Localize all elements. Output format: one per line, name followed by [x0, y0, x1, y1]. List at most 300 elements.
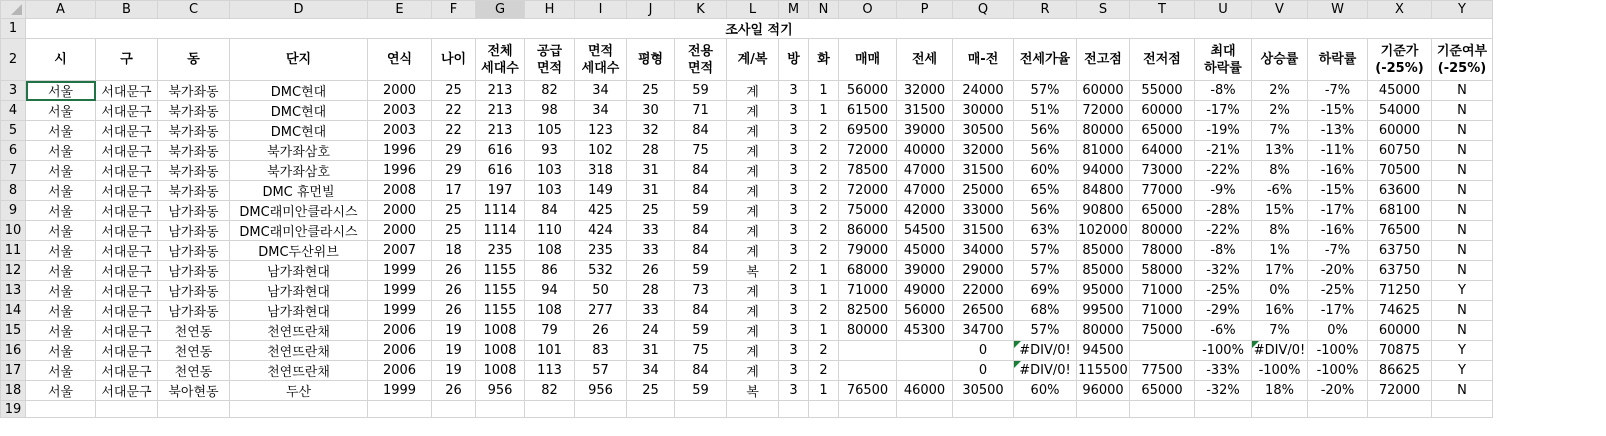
cell-f6[interactable]: 29: [432, 141, 476, 161]
cell-k4[interactable]: 71: [675, 101, 727, 121]
cell-c4[interactable]: 북가좌동: [158, 101, 230, 121]
cell-g13[interactable]: 1155: [476, 281, 525, 301]
cell-c16[interactable]: 천연동: [158, 341, 230, 361]
row-header-15[interactable]: 15: [1, 321, 26, 341]
cell-h9[interactable]: 84: [525, 201, 575, 221]
cell-o17[interactable]: [839, 361, 897, 381]
cell-s10[interactable]: 102000: [1077, 221, 1130, 241]
cell-q6[interactable]: 32000: [953, 141, 1014, 161]
cell-v19[interactable]: [1252, 401, 1308, 418]
cell-s9[interactable]: 90800: [1077, 201, 1130, 221]
cell-j19[interactable]: [627, 401, 675, 418]
cell-c9[interactable]: 남가좌동: [158, 201, 230, 221]
cell-o15[interactable]: 80000: [839, 321, 897, 341]
cell-q10[interactable]: 31500: [953, 221, 1014, 241]
cell-v10[interactable]: 8%: [1252, 221, 1308, 241]
cell-d19[interactable]: [230, 401, 368, 418]
cell-c7[interactable]: 북가좌동: [158, 161, 230, 181]
cell-s6[interactable]: 81000: [1077, 141, 1130, 161]
cell-h12[interactable]: 86: [525, 261, 575, 281]
cell-f5[interactable]: 22: [432, 121, 476, 141]
cell-r8[interactable]: 65%: [1014, 181, 1077, 201]
cell-x6[interactable]: 60750: [1368, 141, 1432, 161]
column-header-y[interactable]: Y: [1432, 1, 1493, 19]
cell-b17[interactable]: 서대문구: [96, 361, 158, 381]
cell-a4[interactable]: 서울: [26, 101, 96, 121]
cell-i12[interactable]: 532: [575, 261, 627, 281]
cell-b4[interactable]: 서대문구: [96, 101, 158, 121]
cell-n17[interactable]: 2: [809, 361, 839, 381]
column-header-q[interactable]: Q: [953, 1, 1014, 19]
cell-a17[interactable]: 서울: [26, 361, 96, 381]
cell-j18[interactable]: 25: [627, 381, 675, 401]
cell-u9[interactable]: -28%: [1195, 201, 1252, 221]
header-q[interactable]: [953, 39, 1014, 81]
cell-l15[interactable]: 계: [727, 321, 779, 341]
cell-p7[interactable]: 47000: [897, 161, 953, 181]
cell-k7[interactable]: 84: [675, 161, 727, 181]
cell-h6[interactable]: 93: [525, 141, 575, 161]
cell-r4[interactable]: 51%: [1014, 101, 1077, 121]
cell-r16[interactable]: #DIV/0!: [1014, 341, 1077, 361]
cell-i9[interactable]: 425: [575, 201, 627, 221]
cell-i4[interactable]: 34: [575, 101, 627, 121]
cell-q15[interactable]: 34700: [953, 321, 1014, 341]
cell-r10[interactable]: 63%: [1014, 221, 1077, 241]
cell-s19[interactable]: [1077, 401, 1130, 418]
header-j[interactable]: [627, 39, 675, 81]
row-header-2[interactable]: 2: [1, 39, 26, 81]
cell-k6[interactable]: 75: [675, 141, 727, 161]
cell-u11[interactable]: -8%: [1195, 241, 1252, 261]
cell-i8[interactable]: 149: [575, 181, 627, 201]
cell-y16[interactable]: Y: [1432, 341, 1493, 361]
cell-g19[interactable]: [476, 401, 525, 418]
cell-h16[interactable]: 101: [525, 341, 575, 361]
cell-n6[interactable]: 2: [809, 141, 839, 161]
cell-g9[interactable]: 1114: [476, 201, 525, 221]
column-header-o[interactable]: O: [839, 1, 897, 19]
cell-i11[interactable]: 235: [575, 241, 627, 261]
cell-s4[interactable]: 72000: [1077, 101, 1130, 121]
cell-o13[interactable]: 71000: [839, 281, 897, 301]
header-w[interactable]: [1308, 39, 1368, 81]
cell-c6[interactable]: 북가좌동: [158, 141, 230, 161]
cell-p14[interactable]: 56000: [897, 301, 953, 321]
cell-u7[interactable]: -22%: [1195, 161, 1252, 181]
cell-v11[interactable]: 1%: [1252, 241, 1308, 261]
cell-t6[interactable]: 64000: [1130, 141, 1195, 161]
cell-b19[interactable]: [96, 401, 158, 418]
cell-u12[interactable]: -32%: [1195, 261, 1252, 281]
cell-e19[interactable]: [368, 401, 432, 418]
cell-h3[interactable]: 82: [525, 81, 575, 101]
cell-l7[interactable]: 계: [727, 161, 779, 181]
cell-t14[interactable]: 71000: [1130, 301, 1195, 321]
cell-w6[interactable]: -11%: [1308, 141, 1368, 161]
cell-y3[interactable]: N: [1432, 81, 1493, 101]
cell-a9[interactable]: 서울: [26, 201, 96, 221]
cell-x11[interactable]: 63750: [1368, 241, 1432, 261]
column-header-i[interactable]: I: [575, 1, 627, 19]
cell-s14[interactable]: 99500: [1077, 301, 1130, 321]
header-e[interactable]: [368, 39, 432, 81]
cell-g17[interactable]: 1008: [476, 361, 525, 381]
cell-b16[interactable]: 서대문구: [96, 341, 158, 361]
cell-s7[interactable]: 94000: [1077, 161, 1130, 181]
cell-k8[interactable]: 84: [675, 181, 727, 201]
cell-f16[interactable]: 19: [432, 341, 476, 361]
row-header-3[interactable]: 3: [1, 81, 26, 101]
cell-l4[interactable]: 계: [727, 101, 779, 121]
row-header-18[interactable]: 18: [1, 381, 26, 401]
cell-o16[interactable]: [839, 341, 897, 361]
cell-x14[interactable]: 74625: [1368, 301, 1432, 321]
cell-r9[interactable]: 56%: [1014, 201, 1077, 221]
cell-f13[interactable]: 26: [432, 281, 476, 301]
cell-e13[interactable]: 1999: [368, 281, 432, 301]
cell-b5[interactable]: 서대문구: [96, 121, 158, 141]
cell-r19[interactable]: [1014, 401, 1077, 418]
column-header-x[interactable]: X: [1368, 1, 1432, 19]
cell-d14[interactable]: 남가좌현대: [230, 301, 368, 321]
header-b[interactable]: [96, 39, 158, 81]
cell-d3[interactable]: DMC현대: [230, 81, 368, 101]
cell-p9[interactable]: 42000: [897, 201, 953, 221]
cell-p6[interactable]: 40000: [897, 141, 953, 161]
cell-p15[interactable]: 45300: [897, 321, 953, 341]
cell-g10[interactable]: 1114: [476, 221, 525, 241]
cell-h14[interactable]: 108: [525, 301, 575, 321]
cell-u3[interactable]: -8%: [1195, 81, 1252, 101]
cell-n10[interactable]: 2: [809, 221, 839, 241]
cell-h15[interactable]: 79: [525, 321, 575, 341]
cell-d9[interactable]: DMC래미안클라시스: [230, 201, 368, 221]
column-header-g[interactable]: G: [476, 1, 525, 19]
header-v[interactable]: [1252, 39, 1308, 81]
cell-y12[interactable]: N: [1432, 261, 1493, 281]
column-header-w[interactable]: W: [1308, 1, 1368, 19]
column-header-l[interactable]: L: [727, 1, 779, 19]
cell-s13[interactable]: 95000: [1077, 281, 1130, 301]
cell-i15[interactable]: 26: [575, 321, 627, 341]
cell-g15[interactable]: 1008: [476, 321, 525, 341]
cell-n8[interactable]: 2: [809, 181, 839, 201]
cell-e5[interactable]: 2003: [368, 121, 432, 141]
cell-c18[interactable]: 북아현동: [158, 381, 230, 401]
cell-y4[interactable]: N: [1432, 101, 1493, 121]
cell-a6[interactable]: 서울: [26, 141, 96, 161]
header-s[interactable]: [1077, 39, 1130, 81]
header-i[interactable]: [575, 39, 627, 81]
cell-j3[interactable]: 25: [627, 81, 675, 101]
cell-q8[interactable]: 25000: [953, 181, 1014, 201]
cell-m3[interactable]: 3: [779, 81, 809, 101]
cell-q7[interactable]: 31500: [953, 161, 1014, 181]
cell-w9[interactable]: -17%: [1308, 201, 1368, 221]
cell-w13[interactable]: -25%: [1308, 281, 1368, 301]
cell-k19[interactable]: [675, 401, 727, 418]
cell-h18[interactable]: 82: [525, 381, 575, 401]
cell-d8[interactable]: DMC 휴먼빌: [230, 181, 368, 201]
cell-m8[interactable]: 3: [779, 181, 809, 201]
cell-n15[interactable]: 1: [809, 321, 839, 341]
cell-j12[interactable]: 26: [627, 261, 675, 281]
cell-n19[interactable]: [809, 401, 839, 418]
row-header-5[interactable]: 5: [1, 121, 26, 141]
cell-a3[interactable]: 서울: [26, 81, 96, 101]
cell-q17[interactable]: 0: [953, 361, 1014, 381]
header-c[interactable]: [158, 39, 230, 81]
cell-l11[interactable]: 계: [727, 241, 779, 261]
cell-j17[interactable]: 34: [627, 361, 675, 381]
cell-y11[interactable]: N: [1432, 241, 1493, 261]
column-header-d[interactable]: D: [230, 1, 368, 19]
cell-r7[interactable]: 60%: [1014, 161, 1077, 181]
cell-a15[interactable]: 서울: [26, 321, 96, 341]
cell-v15[interactable]: 7%: [1252, 321, 1308, 341]
header-f[interactable]: [432, 39, 476, 81]
cell-o5[interactable]: 69500: [839, 121, 897, 141]
cell-m17[interactable]: 3: [779, 361, 809, 381]
cell-q13[interactable]: 22000: [953, 281, 1014, 301]
cell-s3[interactable]: 60000: [1077, 81, 1130, 101]
cell-i3[interactable]: 34: [575, 81, 627, 101]
column-header-u[interactable]: U: [1195, 1, 1252, 19]
cell-f19[interactable]: [432, 401, 476, 418]
row-header-16[interactable]: 16: [1, 341, 26, 361]
cell-j7[interactable]: 31: [627, 161, 675, 181]
cell-m6[interactable]: 3: [779, 141, 809, 161]
cell-d16[interactable]: 천연뜨란채: [230, 341, 368, 361]
cell-c19[interactable]: [158, 401, 230, 418]
cell-w14[interactable]: -17%: [1308, 301, 1368, 321]
cell-e8[interactable]: 2008: [368, 181, 432, 201]
cell-w7[interactable]: -16%: [1308, 161, 1368, 181]
cell-c15[interactable]: 천연동: [158, 321, 230, 341]
cell-j6[interactable]: 28: [627, 141, 675, 161]
cell-v9[interactable]: 15%: [1252, 201, 1308, 221]
cell-t8[interactable]: 77000: [1130, 181, 1195, 201]
cell-a13[interactable]: 서울: [26, 281, 96, 301]
cell-i16[interactable]: 83: [575, 341, 627, 361]
cell-g16[interactable]: 1008: [476, 341, 525, 361]
column-header-e[interactable]: E: [368, 1, 432, 19]
row-header-6[interactable]: 6: [1, 141, 26, 161]
cell-b3[interactable]: 서대문구: [96, 81, 158, 101]
cell-a10[interactable]: 서울: [26, 221, 96, 241]
cell-e7[interactable]: 1996: [368, 161, 432, 181]
cell-q3[interactable]: 24000: [953, 81, 1014, 101]
cell-d5[interactable]: DMC현대: [230, 121, 368, 141]
cell-n7[interactable]: 2: [809, 161, 839, 181]
cell-g4[interactable]: 213: [476, 101, 525, 121]
cell-w15[interactable]: 0%: [1308, 321, 1368, 341]
cell-q11[interactable]: 34000: [953, 241, 1014, 261]
cell-o3[interactable]: 56000: [839, 81, 897, 101]
cell-k15[interactable]: 59: [675, 321, 727, 341]
header-g[interactable]: [476, 39, 525, 81]
cell-e11[interactable]: 2007: [368, 241, 432, 261]
header-r[interactable]: [1014, 39, 1077, 81]
cell-g14[interactable]: 1155: [476, 301, 525, 321]
cell-q14[interactable]: 26500: [953, 301, 1014, 321]
cell-i13[interactable]: 50: [575, 281, 627, 301]
cell-t5[interactable]: 65000: [1130, 121, 1195, 141]
cell-c5[interactable]: 북가좌동: [158, 121, 230, 141]
cell-k3[interactable]: 59: [675, 81, 727, 101]
cell-m4[interactable]: 3: [779, 101, 809, 121]
cell-r11[interactable]: 57%: [1014, 241, 1077, 261]
row-header-13[interactable]: 13: [1, 281, 26, 301]
cell-j16[interactable]: 31: [627, 341, 675, 361]
cell-t18[interactable]: 65000: [1130, 381, 1195, 401]
row-header-19[interactable]: 19: [1, 401, 26, 418]
cell-x13[interactable]: 71250: [1368, 281, 1432, 301]
cell-b9[interactable]: 서대문구: [96, 201, 158, 221]
cell-a14[interactable]: 서울: [26, 301, 96, 321]
cell-q9[interactable]: 33000: [953, 201, 1014, 221]
column-header-j[interactable]: J: [627, 1, 675, 19]
cell-m19[interactable]: [779, 401, 809, 418]
column-header-a[interactable]: A: [26, 1, 96, 19]
row-header-9[interactable]: 9: [1, 201, 26, 221]
cell-x15[interactable]: 60000: [1368, 321, 1432, 341]
cell-o6[interactable]: 72000: [839, 141, 897, 161]
cell-i6[interactable]: 102: [575, 141, 627, 161]
cell-u5[interactable]: -19%: [1195, 121, 1252, 141]
cell-g18[interactable]: 956: [476, 381, 525, 401]
header-n[interactable]: [809, 39, 839, 81]
cell-v3[interactable]: 2%: [1252, 81, 1308, 101]
cell-o8[interactable]: 72000: [839, 181, 897, 201]
cell-p12[interactable]: 39000: [897, 261, 953, 281]
cell-e12[interactable]: 1999: [368, 261, 432, 281]
cell-d18[interactable]: 두산: [230, 381, 368, 401]
cell-v4[interactable]: 2%: [1252, 101, 1308, 121]
column-header-r[interactable]: R: [1014, 1, 1077, 19]
cell-g7[interactable]: 616: [476, 161, 525, 181]
cell-v18[interactable]: 18%: [1252, 381, 1308, 401]
cell-m10[interactable]: 3: [779, 221, 809, 241]
cell-h7[interactable]: 103: [525, 161, 575, 181]
cell-f17[interactable]: 19: [432, 361, 476, 381]
cell-y5[interactable]: N: [1432, 121, 1493, 141]
row-header-11[interactable]: 11: [1, 241, 26, 261]
cell-j5[interactable]: 32: [627, 121, 675, 141]
cell-s11[interactable]: 85000: [1077, 241, 1130, 261]
cell-v7[interactable]: 8%: [1252, 161, 1308, 181]
cell-e18[interactable]: 1999: [368, 381, 432, 401]
cell-n11[interactable]: 2: [809, 241, 839, 261]
cell-u6[interactable]: -21%: [1195, 141, 1252, 161]
cell-k16[interactable]: 75: [675, 341, 727, 361]
cell-k14[interactable]: 84: [675, 301, 727, 321]
cell-t3[interactable]: 55000: [1130, 81, 1195, 101]
cell-f3[interactable]: 25: [432, 81, 476, 101]
cell-d15[interactable]: 천연뜨란채: [230, 321, 368, 341]
cell-b14[interactable]: 서대문구: [96, 301, 158, 321]
column-header-k[interactable]: K: [675, 1, 727, 19]
cell-n13[interactable]: 1: [809, 281, 839, 301]
cell-w18[interactable]: -20%: [1308, 381, 1368, 401]
cell-l16[interactable]: 계: [727, 341, 779, 361]
cell-m12[interactable]: 2: [779, 261, 809, 281]
cell-x18[interactable]: 72000: [1368, 381, 1432, 401]
cell-x5[interactable]: 60000: [1368, 121, 1432, 141]
cell-f7[interactable]: 29: [432, 161, 476, 181]
cell-c10[interactable]: 남가좌동: [158, 221, 230, 241]
cell-a7[interactable]: 서울: [26, 161, 96, 181]
cell-e6[interactable]: 1996: [368, 141, 432, 161]
cell-m11[interactable]: 3: [779, 241, 809, 261]
cell-f18[interactable]: 26: [432, 381, 476, 401]
cell-p3[interactable]: 32000: [897, 81, 953, 101]
column-header-m[interactable]: M: [779, 1, 809, 19]
cell-t11[interactable]: 78000: [1130, 241, 1195, 261]
cell-h11[interactable]: 108: [525, 241, 575, 261]
cell-a19[interactable]: [26, 401, 96, 418]
cell-q12[interactable]: 29000: [953, 261, 1014, 281]
cell-p8[interactable]: 47000: [897, 181, 953, 201]
cell-l6[interactable]: 계: [727, 141, 779, 161]
cell-a12[interactable]: 서울: [26, 261, 96, 281]
sheet-title-cell[interactable]: 조사일 적기: [26, 19, 1493, 39]
cell-f15[interactable]: 19: [432, 321, 476, 341]
cell-c8[interactable]: 북가좌동: [158, 181, 230, 201]
cell-k10[interactable]: 84: [675, 221, 727, 241]
cell-l17[interactable]: 계: [727, 361, 779, 381]
cell-j10[interactable]: 33: [627, 221, 675, 241]
cell-v13[interactable]: 0%: [1252, 281, 1308, 301]
cell-t4[interactable]: 60000: [1130, 101, 1195, 121]
cell-d12[interactable]: 남가좌현대: [230, 261, 368, 281]
cell-x16[interactable]: 70875: [1368, 341, 1432, 361]
cell-y8[interactable]: N: [1432, 181, 1493, 201]
cell-p10[interactable]: 54500: [897, 221, 953, 241]
row-header-4[interactable]: 4: [1, 101, 26, 121]
cell-y18[interactable]: N: [1432, 381, 1493, 401]
cell-r3[interactable]: 57%: [1014, 81, 1077, 101]
cell-n5[interactable]: 2: [809, 121, 839, 141]
cell-t19[interactable]: [1130, 401, 1195, 418]
cell-c11[interactable]: 남가좌동: [158, 241, 230, 261]
cell-s18[interactable]: 96000: [1077, 381, 1130, 401]
cell-p5[interactable]: 39000: [897, 121, 953, 141]
cell-k11[interactable]: 84: [675, 241, 727, 261]
cell-d13[interactable]: 남가좌현대: [230, 281, 368, 301]
cell-g3[interactable]: 213: [476, 81, 525, 101]
cell-f14[interactable]: 26: [432, 301, 476, 321]
cell-e3[interactable]: 2000: [368, 81, 432, 101]
cell-l3[interactable]: 계: [727, 81, 779, 101]
cell-l10[interactable]: 계: [727, 221, 779, 241]
cell-i10[interactable]: 424: [575, 221, 627, 241]
cell-w4[interactable]: -15%: [1308, 101, 1368, 121]
cell-v17[interactable]: -100%: [1252, 361, 1308, 381]
cell-b10[interactable]: 서대문구: [96, 221, 158, 241]
header-h[interactable]: [525, 39, 575, 81]
cell-o10[interactable]: 86000: [839, 221, 897, 241]
cell-l5[interactable]: 계: [727, 121, 779, 141]
cell-v14[interactable]: 16%: [1252, 301, 1308, 321]
cell-f9[interactable]: 25: [432, 201, 476, 221]
cell-v16[interactable]: #DIV/0!: [1252, 341, 1308, 361]
cell-j11[interactable]: 33: [627, 241, 675, 261]
cell-e14[interactable]: 1999: [368, 301, 432, 321]
cell-k9[interactable]: 59: [675, 201, 727, 221]
cell-c13[interactable]: 남가좌동: [158, 281, 230, 301]
